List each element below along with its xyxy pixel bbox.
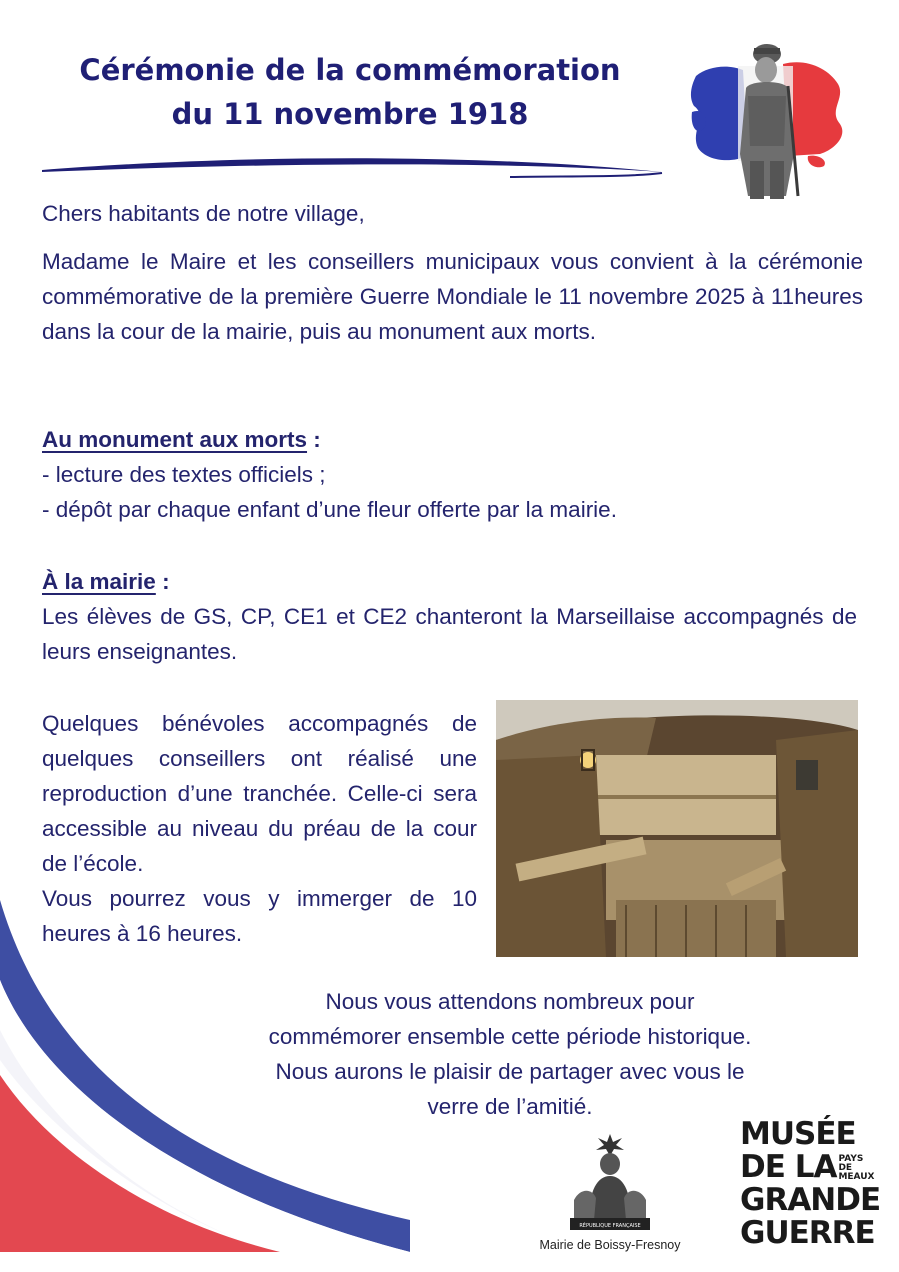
monument-item: - dépôt par chaque enfant d’une fleur offerte par la mairie. [42, 497, 617, 522]
trench-reproduction-photo [496, 700, 858, 957]
soldier-flag-illustration [688, 36, 848, 201]
mairie-heading: À la mairie : [42, 569, 170, 594]
title-underline-swoosh [40, 150, 665, 182]
monument-section [42, 422, 863, 527]
monument-item: - lecture des textes officiels ; [42, 462, 326, 487]
mairie-logo [530, 1130, 690, 1252]
closing-line: verre de l’amitié. [427, 1094, 593, 1119]
page-title [40, 48, 660, 136]
republique-text: RÉPUBLIQUE FRANÇAISE [579, 1223, 641, 1229]
marianne-emblem-icon [560, 1130, 660, 1232]
musee-grande-guerre-logo [740, 1116, 881, 1253]
mairie-body: Les élèves de GS, CP, CE1 et CE2 chanteront la Marseillaise accompagnés de leurs enseignantes. [42, 604, 857, 664]
trench-paragraph-2: Vous pourrez vous y immerger de 10 heures à 16 heures. [42, 886, 477, 946]
pays-de-meaux: PAYS DE MEAUX [838, 1154, 875, 1182]
greeting: Chers habitants de notre village, [42, 201, 365, 226]
museum-row-2: DE LA PAYS DE MEAUX [740, 1149, 875, 1185]
museum-row-4: GUERRE [740, 1215, 875, 1251]
closing-line: commémorer ensemble cette période historique. [268, 1024, 752, 1049]
closing-message [180, 984, 840, 1124]
museum-row-3: GRANDE [740, 1182, 881, 1218]
closing-line: Nous vous attendons nombreux pour [325, 989, 695, 1014]
title-line-1: Cérémonie de la commémoration [79, 53, 621, 87]
closing-line: Nous aurons le plaisir de partager avec vous le [275, 1059, 745, 1084]
museum-row-1: MUSÉE [740, 1116, 856, 1152]
mairie-caption: Mairie de Boissy-Fresnoy [539, 1238, 681, 1252]
monument-heading: Au monument aux morts : [42, 427, 321, 452]
title-line-2: du 11 novembre 1918 [171, 97, 529, 131]
trench-paragraph-1: Quelques bénévoles accompagnés de quelques conseillers ont réalisé une reproduction d’une tranchée. Celle-ci sera accessible au niveau du préau de la cour de l’école. [42, 711, 477, 876]
intro-paragraph: Madame le Maire et les conseillers municipaux vous convient à la cérémonie commémorative de la première Guerre Mondiale le 11 novembre 2025 à 11heures dans la cour de la mairie, puis au monument aux morts. [42, 249, 863, 344]
mairie-section [42, 564, 857, 669]
